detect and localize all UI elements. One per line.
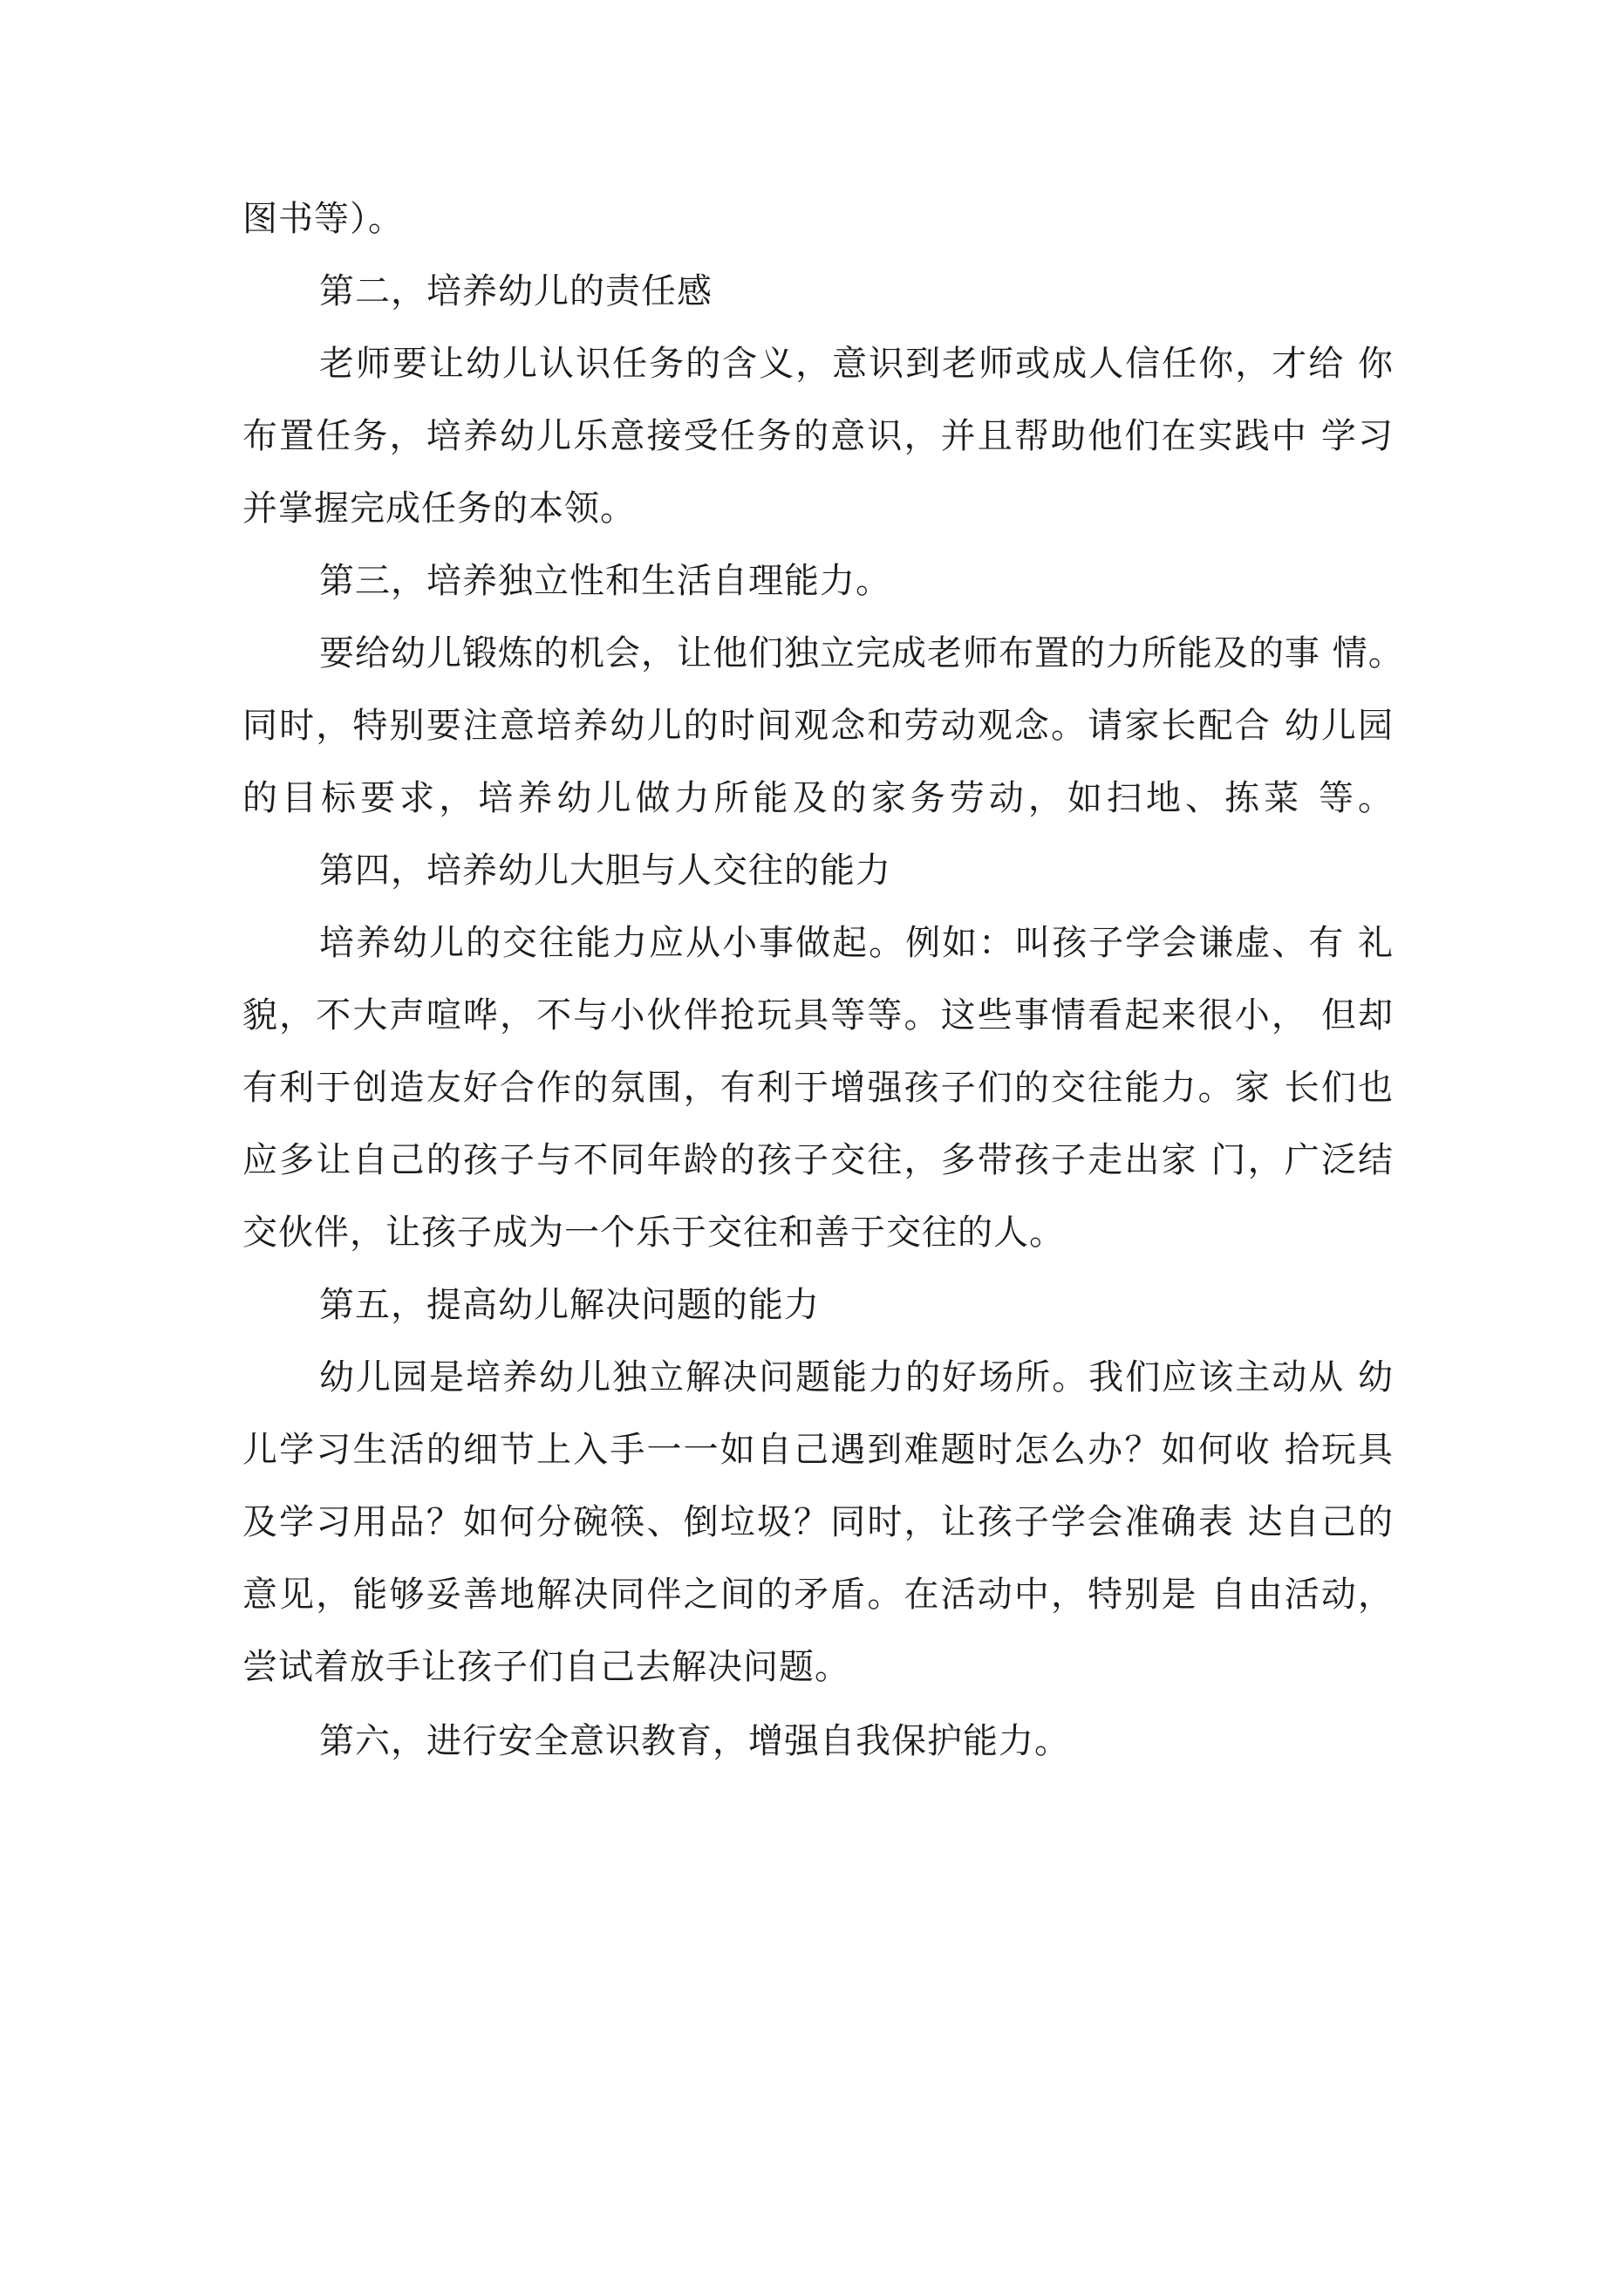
text-line: 第三，培养独立性和生活自理能力。 — [319, 561, 891, 601]
text-line: 第二，培养幼儿的责任感 — [319, 271, 713, 311]
text-line: 第六，进行安全意识教育，增强自我保护能力。 — [319, 1721, 1070, 1761]
text-line: 交伙伴，让孩子成为一个乐于交往和善于交往的人。 — [242, 1213, 1065, 1253]
text-line: 老师要让幼儿认识任务的含义，意识到老师或成人信任你，才给 你 — [319, 344, 1394, 384]
text-line: 貌，不大声喧哗，不与小伙伴抢玩具等等。这些事情看起来很小， 但却 — [242, 995, 1394, 1035]
text-line: 布置任务，培养幼儿乐意接受任务的意识，并且帮助他们在实践中 学习 — [242, 416, 1394, 456]
text-line: 图书等）。 — [242, 199, 404, 239]
text-line: 要给幼儿锻炼的机会，让他们独立完成老师布置的力所能及的事 情。 — [319, 633, 1404, 673]
text-line: 培养幼儿的交往能力应从小事做起。例如：叫孩子学会谦虚、有 礼 — [319, 923, 1394, 963]
text-line: 第五，提高幼儿解决问题的能力 — [319, 1285, 820, 1325]
text-line: 并掌握完成任务的本领。 — [242, 489, 636, 529]
text-line: 有利于创造友好合作的氛围，有利于增强孩子们的交往能力。家 长们也 — [242, 1068, 1394, 1108]
text-line: 的目标要求，培养幼儿做力所能及的家务劳动，如扫地、拣菜 等。 — [242, 778, 1394, 818]
text-line: 同时，特别要注意培养幼儿的时间观念和劳动观念。请家长配合 幼儿园 — [242, 706, 1394, 746]
text-line: 及学习用品？如何分碗筷、倒垃圾？同时，让孩子学会准确表 达自己的 — [242, 1502, 1394, 1542]
text-line: 第四，培养幼儿大胆与人交往的能力 — [319, 851, 891, 891]
text-line: 应多让自己的孩子与不同年龄的孩子交往，多带孩子走出家 门，广泛结 — [242, 1140, 1394, 1180]
text-line: 意见，能够妥善地解决同伴之间的矛盾。在活动中，特别是 自由活动， — [242, 1575, 1394, 1615]
text-line: 儿学习生活的细节上入手一一如自己遇到难题时怎么办？如何收 拾玩具 — [242, 1430, 1394, 1470]
text-line: 尝试着放手让孩子们自己去解决问题。 — [242, 1647, 850, 1687]
text-line: 幼儿园是培养幼儿独立解决问题能力的好场所。我们应该主动从 幼 — [319, 1357, 1394, 1397]
